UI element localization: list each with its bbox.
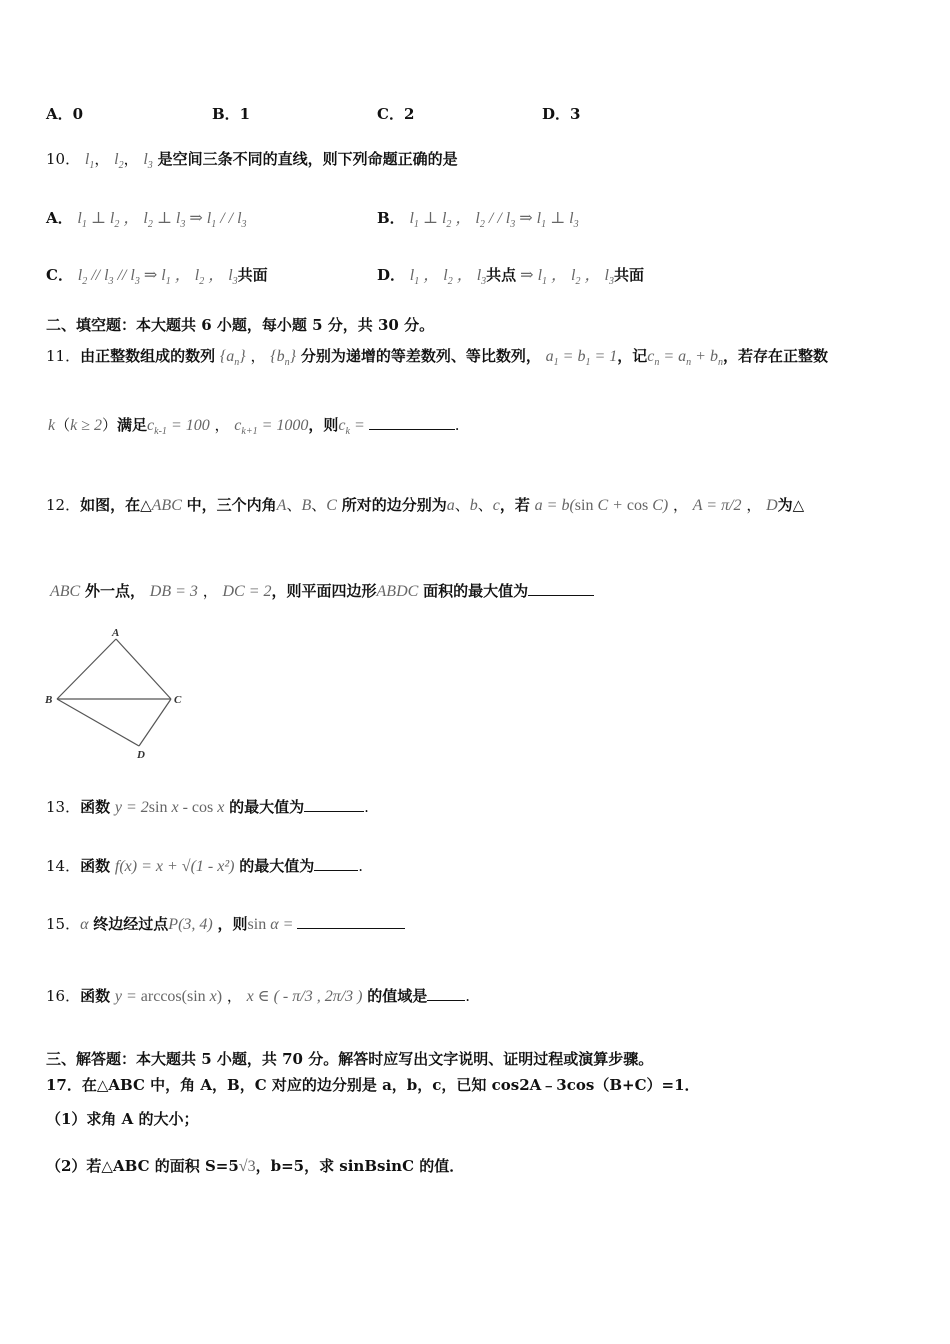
q16-answer-blank[interactable] xyxy=(427,986,465,1001)
edge-ab xyxy=(57,639,116,699)
q15-answer-blank[interactable] xyxy=(297,914,405,929)
q10-option-d: D． $l_1$ ， $l_2$ ， $l_3$共点 ⇒ $l_1$ ， $l_2$ ， $l_3$共面 xyxy=(377,266,644,288)
q10-option-c: C． $l_2 // l_3 // l_3$ ⇒ $l_1$ ， $l_2$ ， $l_3$共面 xyxy=(46,266,268,288)
quadrilateral-figure xyxy=(40,622,200,762)
edge-ac xyxy=(116,639,171,699)
section-2-heading: 二、填空题：本大题共 6 小题，每小题 5 分，共 30 分。 xyxy=(46,316,435,334)
q14-answer-blank[interactable] xyxy=(314,856,358,871)
q12-line-2: ABC 外一点， DB = 3 ， DC = 2，则平面四边形ABDC 面积的最大值为 xyxy=(50,580,594,601)
q13-answer-blank[interactable] xyxy=(304,797,364,812)
q9-option-b: B．1 xyxy=(212,105,251,123)
q11-line-1: 11．由正整数组成的数列 $\{a_n\}$ ， $\{b_n\}$ 分别为递增的等差数列、等比数列， $a_1 = b_1 = 1$，记$c_n = a_n + b_n$，若存在正整数 xyxy=(46,347,828,369)
q10-number: 10． xyxy=(46,150,81,168)
edge-bd xyxy=(57,699,139,746)
q13-line: 13．函数 y = 2sin x - cos x 的最大值为 . xyxy=(46,798,369,816)
vertex-label-b: B xyxy=(45,694,53,706)
edge-cd xyxy=(139,699,171,746)
q15-line: 15．α 终边经过点P(3, 4) ，则sin α = xyxy=(46,913,405,934)
q17-part-2: （2）若△ABC 的面积 S=5√3，b=5，求 sinBsinC 的值． xyxy=(46,1157,465,1175)
q9-option-c: C．2 xyxy=(377,105,415,123)
q10-option-a: A． $l_1$ ⊥ $l_2$ ， $l_2$ ⊥ $l_3$ ⇒ $l_1$ / / $l_3$ xyxy=(46,209,247,231)
vertex-label-d: D xyxy=(137,749,145,761)
q12-line-1: 12．如图，在△ABC 中，三个内角A、B、C 所对的边分别为a、b、c，若 a = b(sin C + cos C) ， A = π/2 ， D为△ xyxy=(46,496,805,514)
q17-stem: 17．在△ABC 中，角 A，B，C 对应的边分别是 a，b，c，已知 cos2A﹣3cos（B+C）=1． xyxy=(46,1076,700,1094)
q12-answer-blank[interactable] xyxy=(528,581,594,596)
q17-part-1: （1）求角 A 的大小； xyxy=(46,1110,199,1128)
q9-option-a: A．0 xyxy=(46,105,84,123)
vertex-label-a: A xyxy=(112,627,120,639)
q11-line-2: k（k ≥ 2）满足$c_{k-1} = 100$ ， $c_{k+1} = 1000$，则$c_k$ = . xyxy=(48,416,460,438)
section-3-heading: 三、解答题：本大题共 5 小题，共 70 分。解答时应写出文字说明、证明过程或演算步骤。 xyxy=(46,1050,654,1068)
q11-answer-blank[interactable] xyxy=(369,415,455,430)
q10-option-b: B． $l_1$ ⊥ $l_2$ ， $l_2$ / / $l_3$ ⇒ $l_1$ ⊥ $l_3$ xyxy=(377,209,579,231)
q10-stem: 是空间三条不同的直线，则下列命题正确的是 xyxy=(157,150,458,168)
vertex-label-c: C xyxy=(174,694,182,706)
q9-option-d: D．3 xyxy=(542,105,581,123)
q10-stem-line: 10． $l_1$， $l_2$， $l_3$ 是空间三条不同的直线，则下列命题正确的是 xyxy=(46,150,458,172)
q14-line: 14．函数 f(x) = x + √(1 - x²) 的最大值为 . xyxy=(46,857,364,875)
q16-line: 16．函数 y = arccos(sin x) ， x ∈ ( - π/3 , 2π/3 ) 的值域是 . xyxy=(46,987,471,1005)
